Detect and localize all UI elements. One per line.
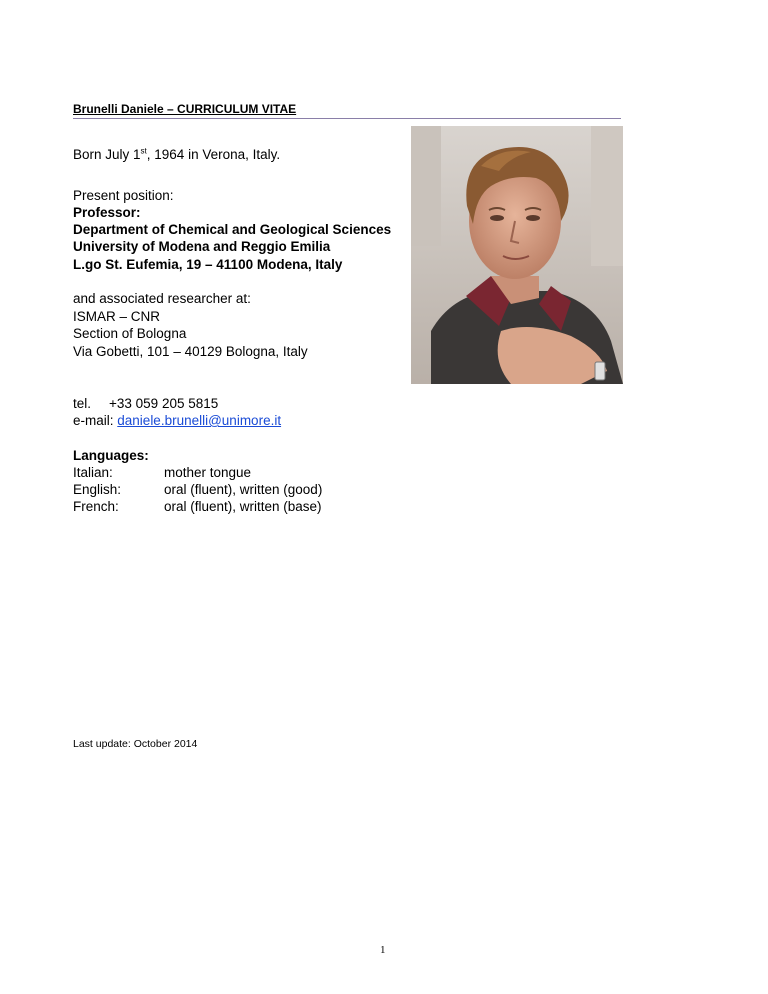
position-address: L.go St. Eufemia, 19 – 41100 Modena, Italy [73, 257, 343, 272]
position-university: University of Modena and Reggio Emilia [73, 239, 331, 254]
birth-line [73, 146, 280, 164]
birth-suffix: , 1964 in Verona, Italy. [146, 147, 281, 162]
email-line [73, 412, 281, 430]
cv-title: Brunelli Daniele – CURRICULUM VITAE [73, 102, 297, 116]
language-row [73, 498, 322, 516]
position-department: Department of Chemical and Geological Sciences [73, 222, 392, 237]
tel-label: tel. [73, 396, 92, 411]
language-name: French: [73, 499, 119, 514]
birth-ordinal: st [140, 146, 147, 156]
tel-value: +33 059 205 5815 [109, 396, 219, 411]
languages-heading: Languages: [73, 448, 149, 463]
associated-label: and associated researcher at: [73, 291, 251, 306]
associated-section: Section of Bologna [73, 326, 187, 341]
page-number: 1 [380, 944, 386, 956]
tel-line [73, 395, 218, 413]
language-row [73, 464, 251, 482]
language-row [73, 481, 322, 499]
language-name: Italian: [73, 465, 113, 480]
birth-prefix: Born July 1 [73, 147, 141, 162]
associated-address: Via Gobetti, 101 – 40129 Bologna, Italy [73, 344, 308, 359]
email-label: e-mail: [73, 413, 114, 428]
language-level: oral (fluent), written (base) [164, 499, 322, 514]
cv-header [73, 100, 621, 119]
associated-institute: ISMAR – CNR [73, 309, 161, 324]
position-label: Present position: [73, 188, 174, 203]
position-title: Professor: [73, 205, 141, 220]
language-name: English: [73, 482, 122, 497]
last-update: Last update: October 2014 [73, 738, 198, 750]
portrait-photo [411, 126, 623, 384]
language-level: mother tongue [164, 465, 252, 480]
email-link[interactable]: daniele.brunelli@unimore.it [117, 413, 282, 428]
language-level: oral (fluent), written (good) [164, 482, 323, 497]
